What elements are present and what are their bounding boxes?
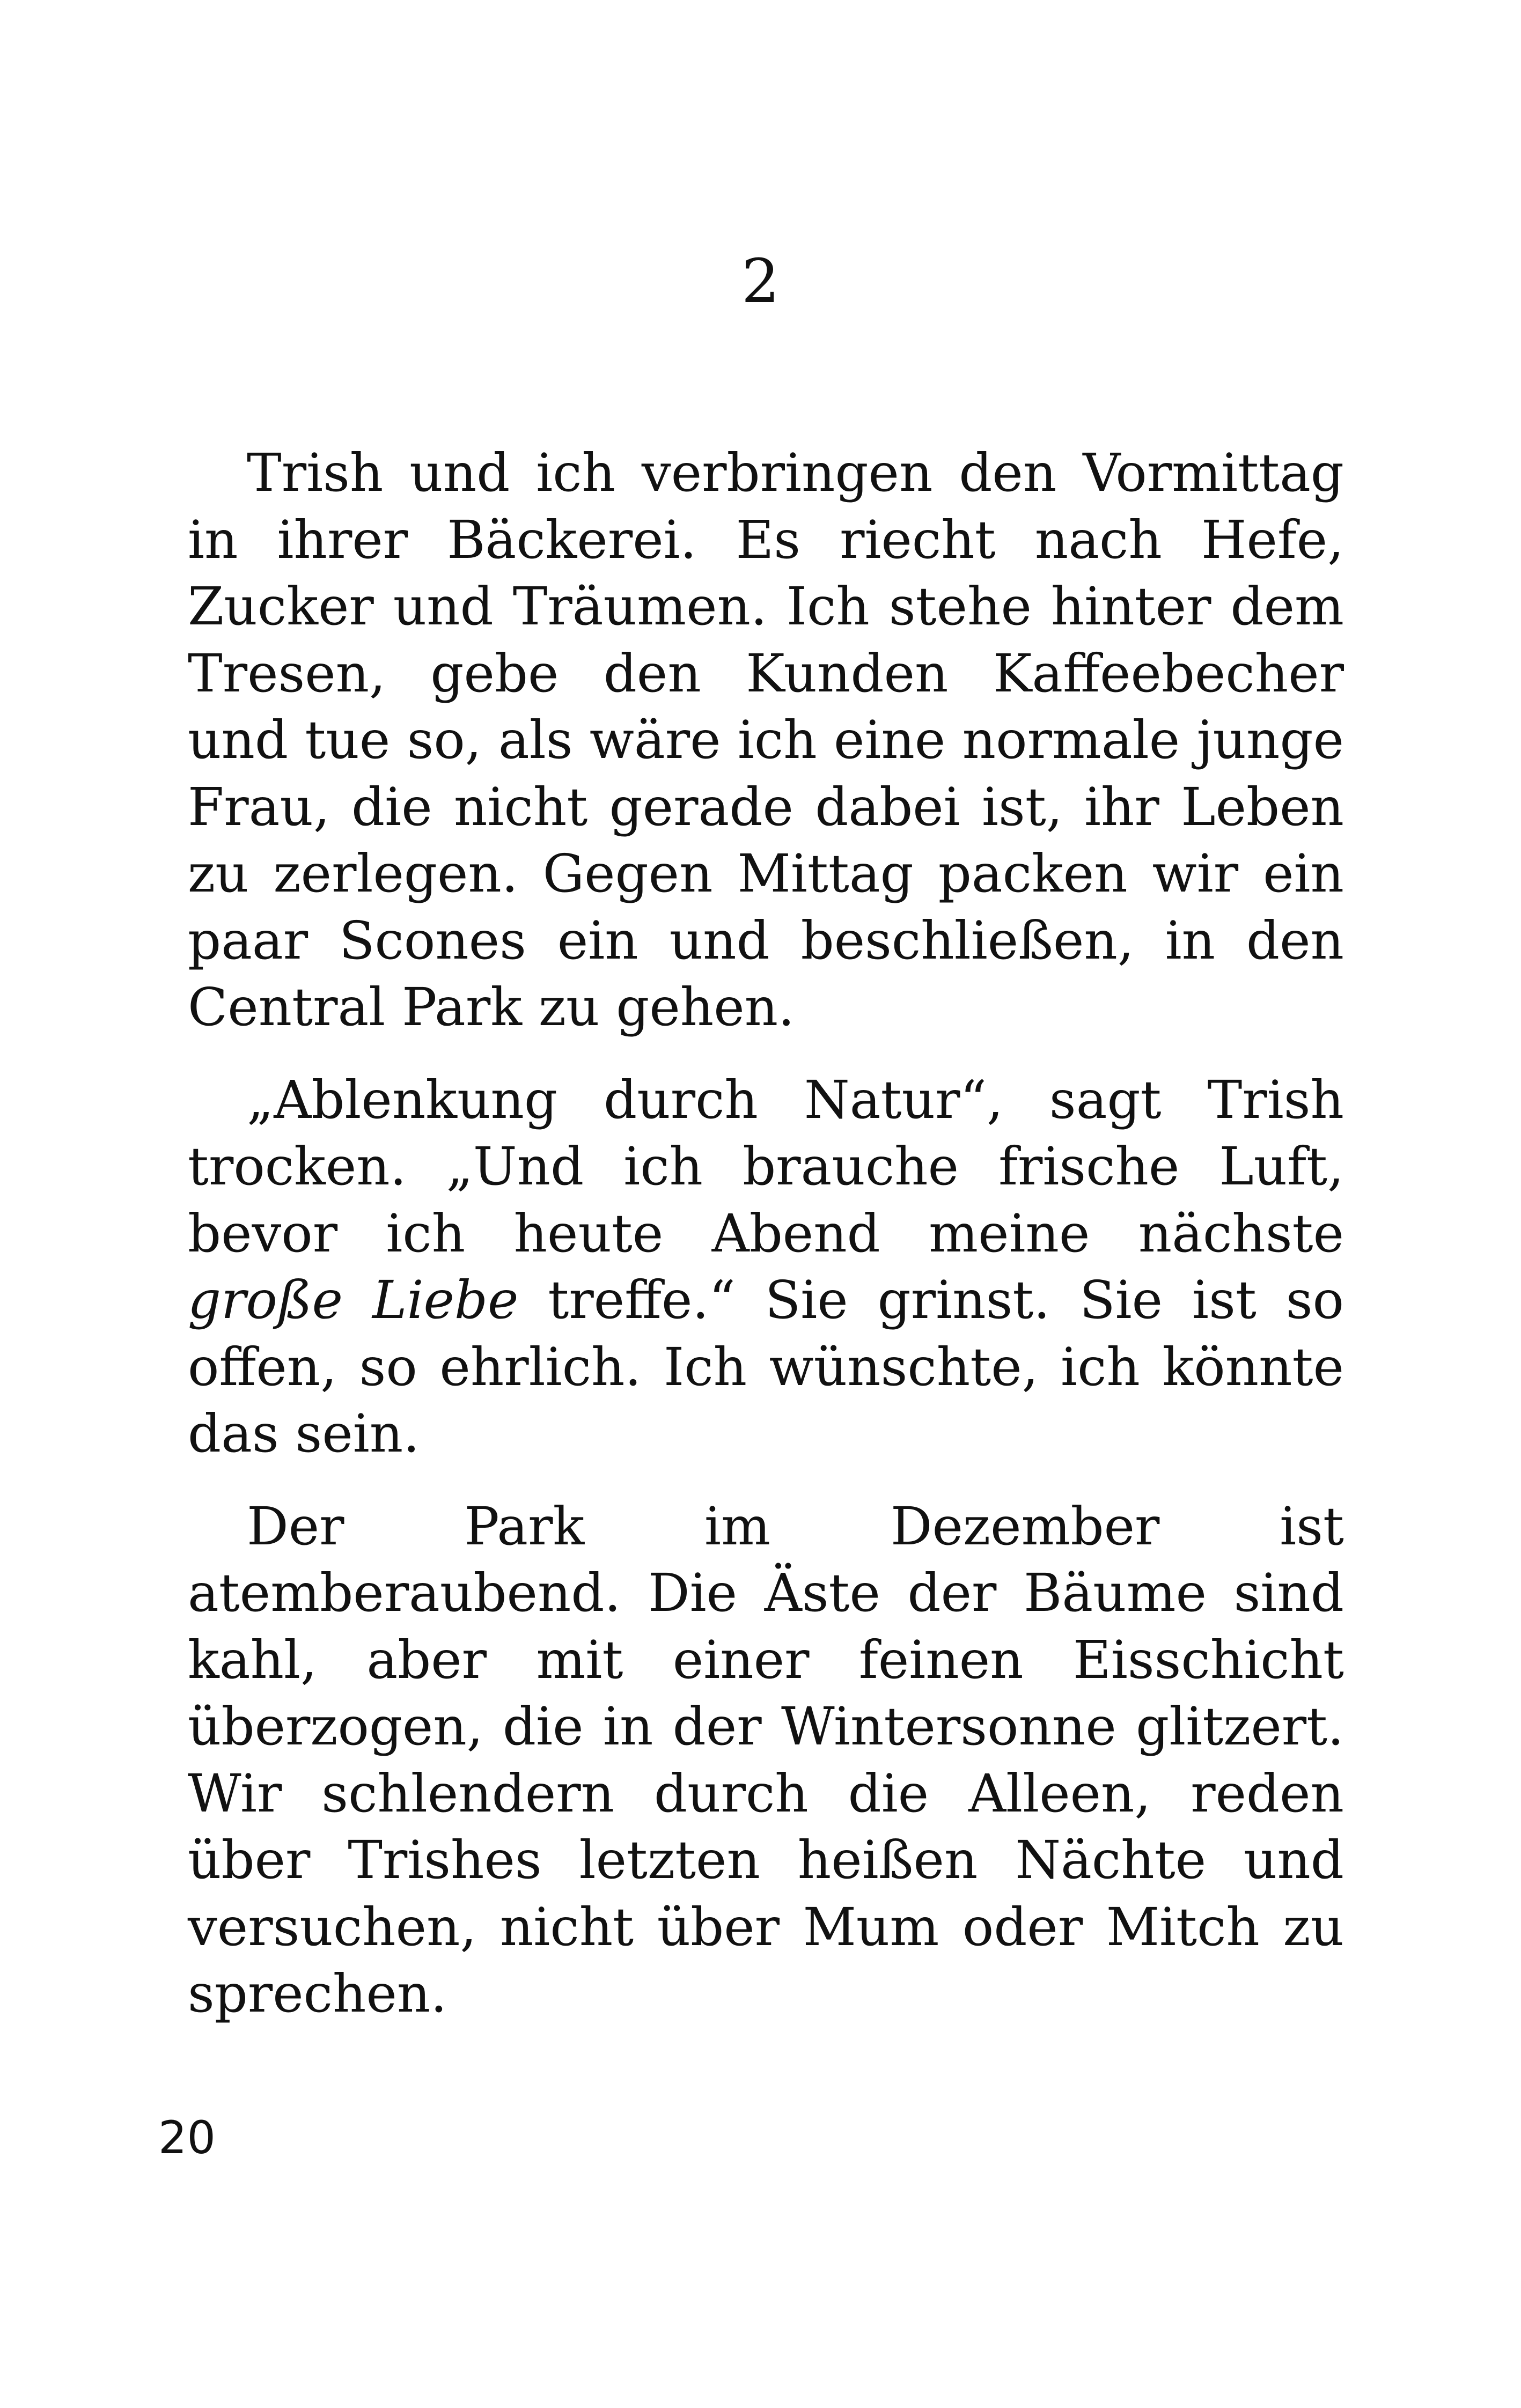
paragraph-2 [188, 1067, 1344, 1468]
paragraph-3: Der Park im Dezember ist atemberaubend. Die Äste der Bäume sind kahl, aber mit einer feinen Eisschicht überzogen, die in der Wintersonne glitzert. Wir schlendern durch die Alleen, reden über Trishes letzten heißen Nächte und versuchen, nicht über Mum oder Mitch zu sprechen. [188, 1496, 1344, 2024]
chapter-number: 2 [741, 247, 780, 316]
paragraph-1: Trish und ich verbringen den Vormittag in ihrer Bäckerei. Es riecht nach Hefe, Zucker und Träumen. Ich stehe hinter dem Tresen, gebe den Kunden Kaffeebecher und tue so, als wäre ich eine normale junge Frau, die nicht gerade dabei ist, ihr Leben zu zerlegen. Gegen Mittag packen wir ein paar Scones ein und beschließen, in den Central Park zu gehen. [188, 443, 1344, 1037]
body-text [188, 440, 1344, 2053]
paragraph-2-italic: große Liebe [188, 1270, 519, 1330]
paragraph-2-end: treffe.“ Sie grinst. Sie ist so offen, so ehrlich. Ich wünschte, ich könnte das sein. [188, 1270, 1344, 1464]
page-number: 20 [158, 2111, 216, 2164]
paragraph-2-start: „Ablenkung durch Natur“, sagt Trish trocken. „Und ich brauche frische Luft, bevor ich heute Abend meine nächste [188, 1069, 1344, 1264]
